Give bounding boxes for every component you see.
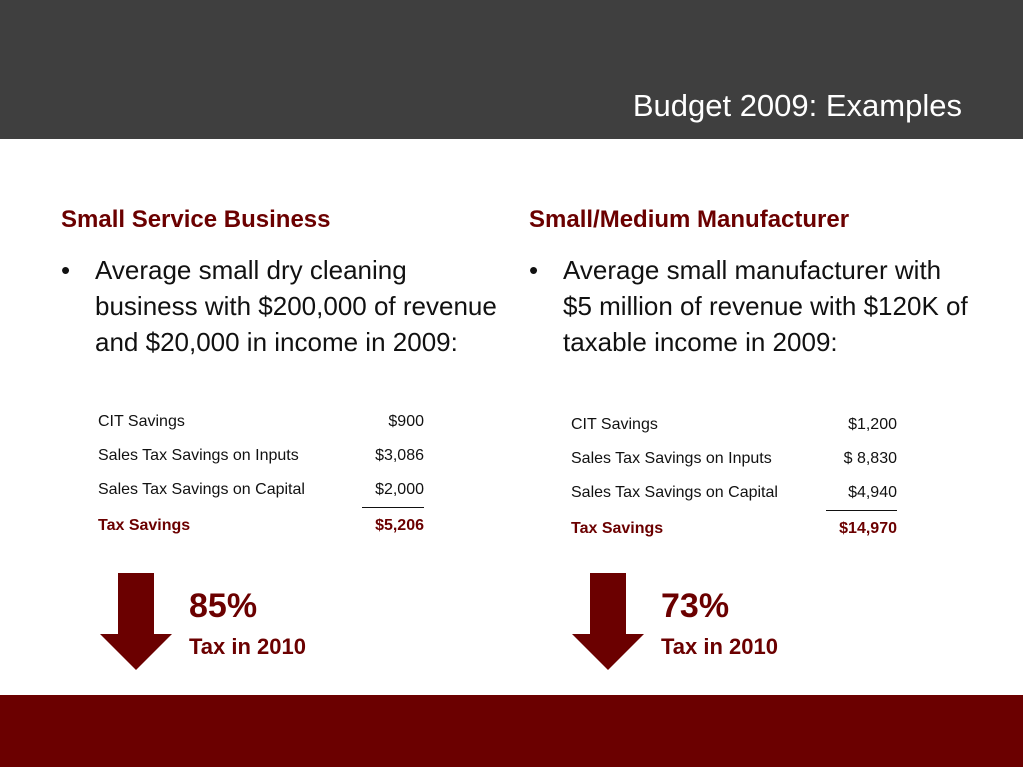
row-amount: $3,086 — [375, 447, 424, 464]
row-label: CIT Savings — [98, 413, 185, 430]
row-amount: $2,000 — [375, 481, 424, 498]
table-row — [98, 405, 424, 439]
right-bullet — [529, 252, 969, 360]
right-savings-table — [571, 408, 897, 547]
arrow-shaft — [118, 573, 154, 635]
bullet-dot: • — [529, 255, 539, 285]
row-label: CIT Savings — [571, 416, 658, 433]
right-bullet-text: Average small manufacturer with $5 million of revenue with $120K of taxable income in 2009: — [563, 255, 968, 357]
bullet-dot: • — [61, 255, 71, 285]
left-column — [61, 204, 501, 360]
right-percent-caption: Tax in 2010 — [661, 634, 778, 659]
right-column — [529, 204, 969, 360]
footer-band — [0, 695, 1023, 767]
arrow-head — [572, 634, 644, 670]
row-amount: $4,940 — [848, 484, 897, 501]
total-amount: $5,206 — [362, 508, 424, 545]
right-column-heading: Small/Medium Manufacturer — [529, 206, 850, 233]
table-row — [571, 476, 897, 511]
slide-title: Budget 2009: Examples — [632, 88, 962, 123]
arrow-head — [100, 634, 172, 670]
left-percent: 85% — [189, 587, 258, 625]
total-row — [571, 511, 897, 548]
left-percent-caption: Tax in 2010 — [189, 634, 306, 659]
row-label: Sales Tax Savings on Capital — [571, 484, 778, 502]
total-label: Tax Savings — [571, 519, 664, 537]
total-label: Tax Savings — [98, 516, 191, 534]
row-label: Sales Tax Savings on Inputs — [571, 450, 772, 467]
left-bullet-text: Average small dry cleaning business with $200,000 of revenue and $20,000 in income in 2009: — [95, 255, 497, 357]
row-amount: $900 — [388, 413, 424, 430]
table-row — [98, 439, 424, 473]
total-row — [98, 508, 424, 545]
total-amount: $14,970 — [826, 511, 897, 548]
table-row — [571, 442, 897, 476]
left-column-heading: Small Service Business — [61, 206, 331, 233]
row-amount: $1,200 — [848, 416, 897, 433]
table-row — [571, 408, 897, 442]
left-savings-table — [98, 405, 424, 544]
row-amount: $ 8,830 — [843, 450, 897, 467]
left-bullet — [61, 252, 501, 360]
arrow-shaft — [590, 573, 626, 635]
row-label: Sales Tax Savings on Capital — [98, 481, 305, 499]
table-row — [98, 473, 424, 508]
right-percent: 73% — [661, 587, 730, 625]
row-label: Sales Tax Savings on Inputs — [98, 447, 299, 464]
